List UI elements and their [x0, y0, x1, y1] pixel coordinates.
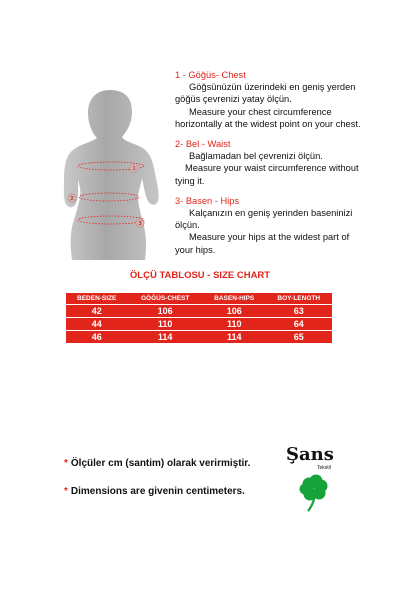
note-english: [64, 486, 245, 497]
marker-2: [68, 194, 76, 202]
marker-2-label: 2: [70, 196, 74, 203]
waist-instructions: [175, 138, 393, 187]
size-chart-title: ÖLÇÜ TABLOSU - SIZE CHART: [129, 270, 271, 281]
size-table: [66, 293, 332, 343]
clover-icon: [296, 473, 334, 513]
table-row: [66, 318, 332, 331]
hips-line: Measure your hips at the widest part of: [189, 232, 350, 243]
table-cell: 110: [127, 318, 203, 331]
marker-3: [136, 219, 144, 227]
chest-line: göğüs çevrenizi yatay ölçün.: [175, 94, 292, 105]
chest-line: horizontally at the widest point on your chest.: [175, 118, 361, 129]
hips-line: Kalçanızın en geniş yerinden baseninizi: [189, 208, 353, 219]
note-turkish: [64, 458, 250, 469]
table-row: [66, 331, 332, 344]
table-cell: 42: [66, 305, 127, 318]
table-cell: 114: [203, 331, 266, 344]
hips-title: 3- Basen - Hips: [175, 195, 240, 206]
hips-instructions: [175, 195, 393, 256]
column-header-chest: GÖĞÜS-CHEST: [127, 293, 203, 305]
hips-line: ölçün.: [175, 220, 200, 231]
hips-line: your hips.: [175, 244, 216, 255]
table-cell: 44: [66, 318, 127, 331]
brand-name: Şans: [286, 444, 334, 465]
table-cell: 65: [265, 331, 332, 344]
table-cell: 63: [265, 305, 332, 318]
table-cell: 106: [127, 305, 203, 318]
column-header-length: BOY-LENGTH: [265, 293, 332, 305]
silhouette-shape: [64, 90, 159, 260]
note-turkish-text: Ölçüler cm (santim) olarak verirmiştir.: [70, 458, 251, 469]
note-english-text: Dimensions are givenin centimeters.: [70, 486, 245, 497]
table-row: [66, 305, 332, 318]
waist-line: tying it.: [175, 175, 205, 186]
column-header-hips: BASEN-HIPS: [203, 293, 266, 305]
chest-title: 1 - Göğüs- Chest: [175, 70, 246, 80]
waist-line: Bağlamadan bel çevrenizi ölçün.: [189, 151, 323, 162]
table-cell: 106: [203, 305, 266, 318]
table-header-row: [66, 293, 332, 305]
column-header-size: BEDEN-SIZE: [66, 293, 127, 305]
waist-title: 2- Bel - Waist: [175, 139, 231, 150]
asterisk-icon: *: [64, 486, 68, 497]
body-silhouette-illustration: [52, 82, 167, 260]
table-cell: 114: [127, 331, 203, 344]
marker-3-label: 3: [138, 221, 142, 228]
table-cell: 110: [203, 318, 266, 331]
asterisk-icon: *: [64, 458, 68, 469]
brand-subtitle: Tekstil: [317, 465, 331, 471]
waist-line: Measure your waist circumference without: [185, 163, 359, 174]
chest-line: Göğsünüzün üzerindeki en geniş yerden: [189, 82, 356, 93]
marker-1-label: 1: [132, 166, 136, 173]
marker-1: [130, 164, 138, 172]
chest-line: Measure your chest circumference: [189, 106, 332, 117]
table-cell: 46: [66, 331, 127, 344]
table-cell: 64: [265, 318, 332, 331]
chest-instructions: [175, 69, 393, 130]
brand-logo: [283, 444, 353, 514]
measurement-instructions: [175, 69, 393, 264]
